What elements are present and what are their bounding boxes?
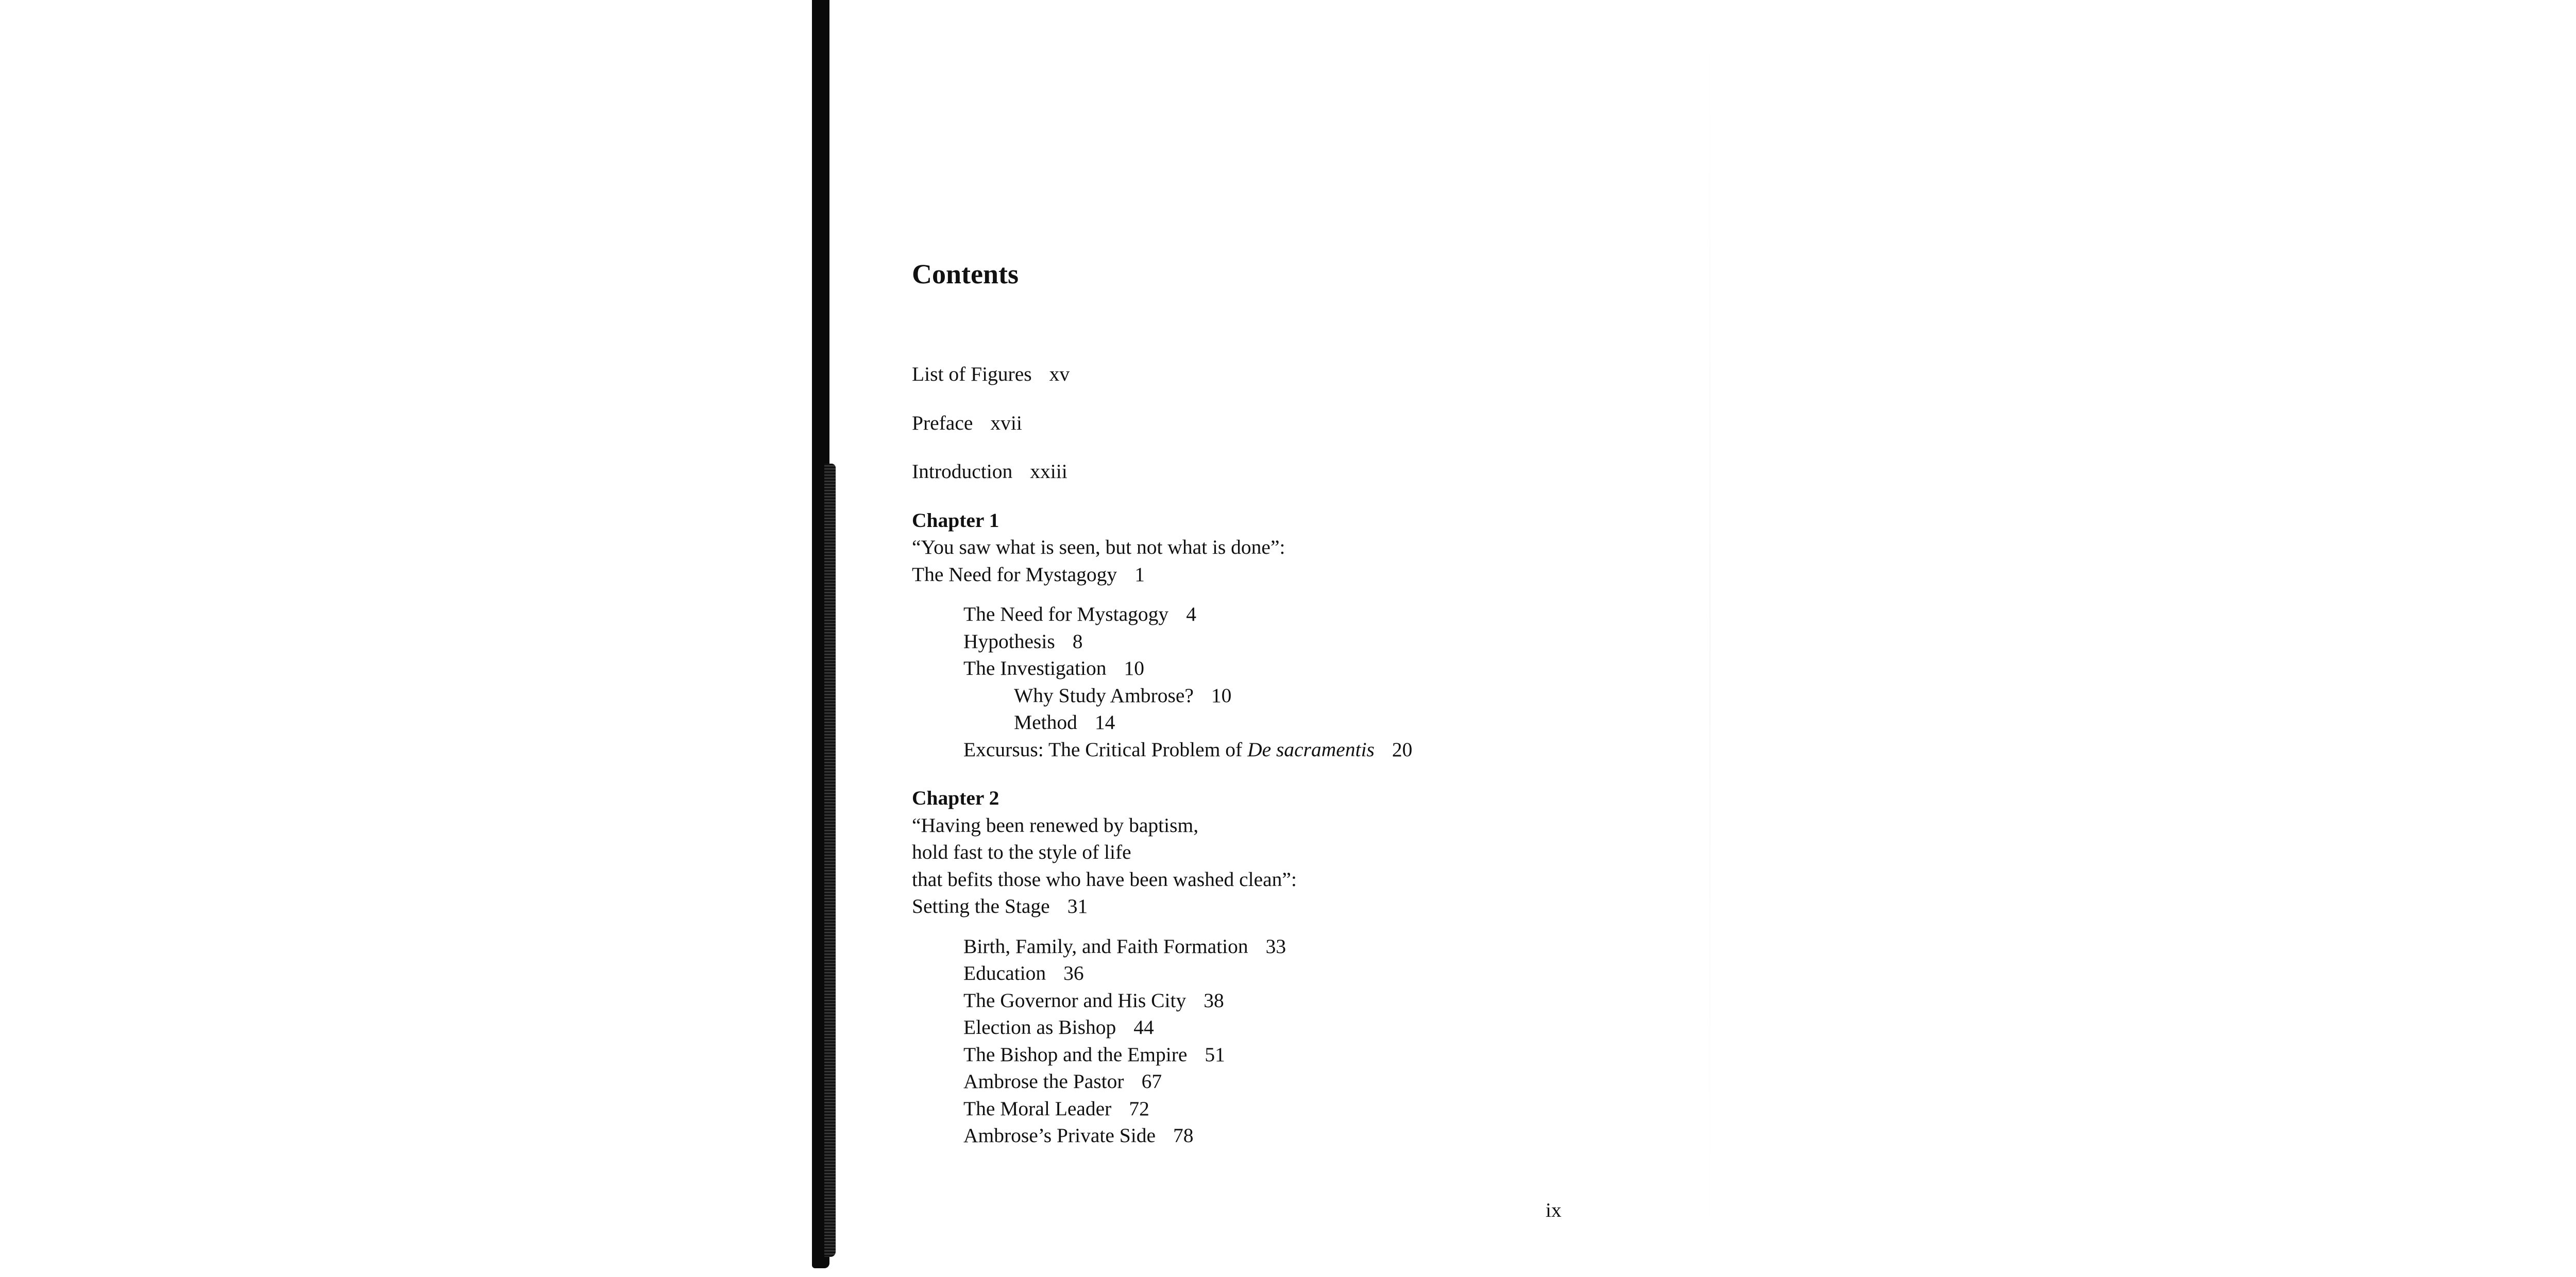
- chapter-title-line: [912, 561, 1633, 588]
- page-edge-shadow: [1709, 21, 1710, 1247]
- toc-section-label: Hypothesis: [963, 629, 1055, 653]
- toc-section: [912, 1014, 1633, 1041]
- toc-section-page: 78: [1173, 1124, 1194, 1147]
- chapter-title-line-text: The Need for Mystagogy: [912, 563, 1117, 586]
- toc-section-label: The Moral Leader: [963, 1097, 1112, 1120]
- toc-section-label: Method: [1014, 711, 1077, 734]
- toc-entry-label: Preface: [912, 411, 973, 434]
- page-number: ix: [1546, 1199, 1562, 1221]
- toc-section: [912, 1068, 1633, 1095]
- toc-section-page: 14: [1094, 711, 1115, 734]
- toc-section-label: The Bishop and the Empire: [963, 1043, 1188, 1066]
- toc-section: [912, 655, 1633, 682]
- toc-section: [912, 987, 1633, 1014]
- chapter-label: Chapter 1: [912, 508, 999, 532]
- toc-section: [912, 628, 1633, 655]
- toc-section-label: Election as Bishop: [963, 1016, 1116, 1038]
- toc-entry-page: xxiii: [1030, 460, 1067, 483]
- toc-section: [912, 601, 1633, 628]
- chapter-2: [912, 785, 1633, 1149]
- toc-section: [912, 1095, 1633, 1122]
- toc-section-page: 10: [1211, 684, 1232, 707]
- toc-section-page: 10: [1124, 657, 1145, 679]
- chapter-label: Chapter 2: [912, 787, 999, 809]
- toc-section-page: 72: [1129, 1097, 1149, 1120]
- chapter-title-line: “Having been renewed by baptism,: [912, 813, 1199, 837]
- toc-section-label: The Governor and His City: [963, 989, 1187, 1012]
- chapter-title-line: that befits those who have been washed clean”:: [912, 867, 1297, 891]
- chapter-title-line: hold fast to the style of life: [912, 841, 1131, 863]
- toc-section-page: 33: [1265, 934, 1286, 958]
- chapter-page: 1: [1134, 563, 1145, 586]
- toc-section-label: Ambrose’s Private Side: [963, 1124, 1156, 1147]
- toc-section-label: The Need for Mystagogy: [963, 603, 1169, 625]
- toc-section-page: 67: [1141, 1070, 1162, 1093]
- toc-subsection: [912, 709, 1633, 736]
- chapter-page: 31: [1067, 895, 1088, 917]
- toc-section-page: 20: [1392, 738, 1413, 761]
- toc-section: [912, 1041, 1633, 1068]
- toc-entry-page: xvii: [990, 411, 1022, 434]
- table-of-contents: [912, 361, 1633, 1171]
- toc-section: [912, 1122, 1633, 1149]
- toc-section: [912, 960, 1633, 987]
- toc-section-label-italic: De sacramentis: [1247, 738, 1375, 761]
- chapter-1: [912, 507, 1633, 763]
- toc-section-label: Education: [963, 962, 1046, 984]
- toc-section-label: Ambrose the Pastor: [963, 1070, 1124, 1093]
- chapter-title-line-text: Setting the Stage: [912, 895, 1050, 917]
- toc-entry-list-of-figures: [912, 361, 1633, 388]
- chapter-title: [912, 534, 1633, 588]
- toc-section-label: Birth, Family, and Faith Formation: [963, 934, 1248, 958]
- toc-section-page: 51: [1205, 1043, 1225, 1066]
- page-title: Contents: [912, 259, 1019, 290]
- chapter-title-line: [912, 893, 1633, 920]
- toc-subsection: [912, 682, 1633, 709]
- toc-section: [912, 933, 1633, 960]
- toc-section-page: 38: [1204, 989, 1224, 1012]
- chapter-title-line: “You saw what is seen, but not what is done”:: [912, 536, 1285, 558]
- toc-section-label: Excursus: The Critical Problem of: [963, 738, 1248, 761]
- toc-section-page: 4: [1186, 603, 1196, 625]
- toc-section-page: 44: [1133, 1016, 1154, 1038]
- toc-entry-preface: [912, 410, 1633, 437]
- toc-section: [912, 736, 1633, 763]
- chapter-title: [912, 812, 1633, 920]
- toc-section-label: Why Study Ambrose?: [1014, 684, 1194, 707]
- book-binding-edge: [824, 464, 836, 1257]
- toc-entry-page: xv: [1049, 363, 1070, 385]
- toc-section-label: The Investigation: [963, 657, 1107, 679]
- toc-entry-label: List of Figures: [912, 363, 1032, 385]
- toc-entry-label: Introduction: [912, 460, 1013, 483]
- toc-section-page: 36: [1063, 962, 1084, 984]
- toc-entry-introduction: [912, 458, 1633, 485]
- toc-section-page: 8: [1072, 629, 1083, 653]
